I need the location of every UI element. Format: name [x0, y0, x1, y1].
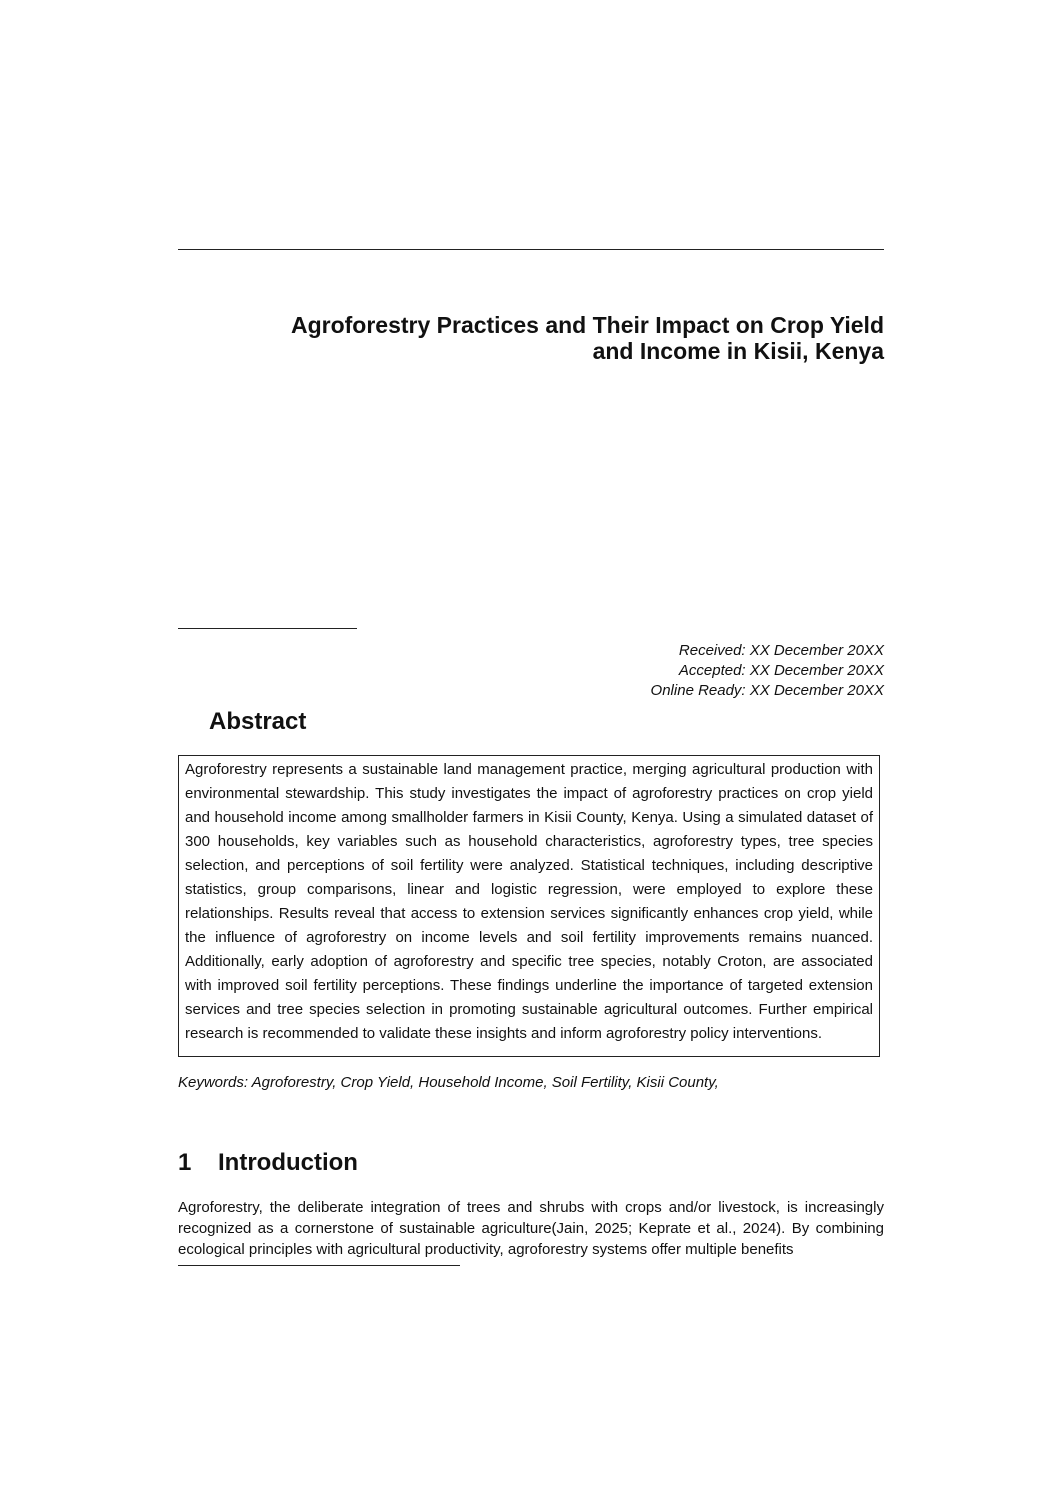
received-date: Received: XX December 20XX [678, 642, 884, 659]
footnote-rule [178, 1265, 460, 1266]
keywords: Keywords: Agroforestry, Crop Yield, Household Income, Soil Fertility, Kisii County, [178, 1074, 719, 1091]
introduction-heading [178, 1147, 358, 1179]
introduction-text: Agroforestry, the deliberate integration of trees and shrubs with crops and/or livestock, is increasingly recognized as a cornerstone of sustainable agriculture(Jain, 2025; Keprate et al., 2024). By combining ecological principles with agricultural productivity, agroforestry systems offer multiple benefits [178, 1199, 884, 1258]
publication-dates [651, 641, 884, 701]
abstract-box [178, 755, 880, 1057]
abstract-text: Agroforestry represents a sustainable land management practice, merging agricultural production with environmental stewardship. This study investigates the impact of agroforestry practices on crop yield and household income among smallholder farmers in Kisii County, Kenya. Using a simulated dataset of 300 households, key variables such as household characteristics, agroforestry types, tree species selection, and perceptions of soil fertility were analyzed. Statistical techniques, including descriptive statistics, group comparisons, linear and logistic regression, were employed to explore these relationships. Results reveal that access to extension services significantly enhances crop yield, while the influence of agroforestry on income levels and soil fertility improvements remains nuanced. Additionally, early adoption of agroforestry and specific tree species, notably Croton, are associated with improved soil fertility perceptions. These findings underline the importance of targeted extension services and tree species selection in promoting sustainable agricultural outcomes. Further empirical research is recommended to validate these insights and inform agroforestry policy interventions. [185, 761, 873, 1042]
title-line-1: Agroforestry Practices and Their Impact on Crop Yield [290, 312, 884, 338]
online-ready-date: Online Ready: XX December 20XX [650, 682, 884, 699]
paper-title [184, 312, 884, 364]
accepted-date: Accepted: XX December 20XX [678, 662, 884, 679]
section-title: Introduction [218, 1149, 358, 1176]
abstract-heading: Abstract [209, 708, 307, 735]
section-number: 1 [178, 1149, 192, 1176]
title-line-2: and Income in Kisii, Kenya [592, 338, 884, 364]
top-rule [178, 249, 884, 250]
short-rule [178, 628, 357, 629]
